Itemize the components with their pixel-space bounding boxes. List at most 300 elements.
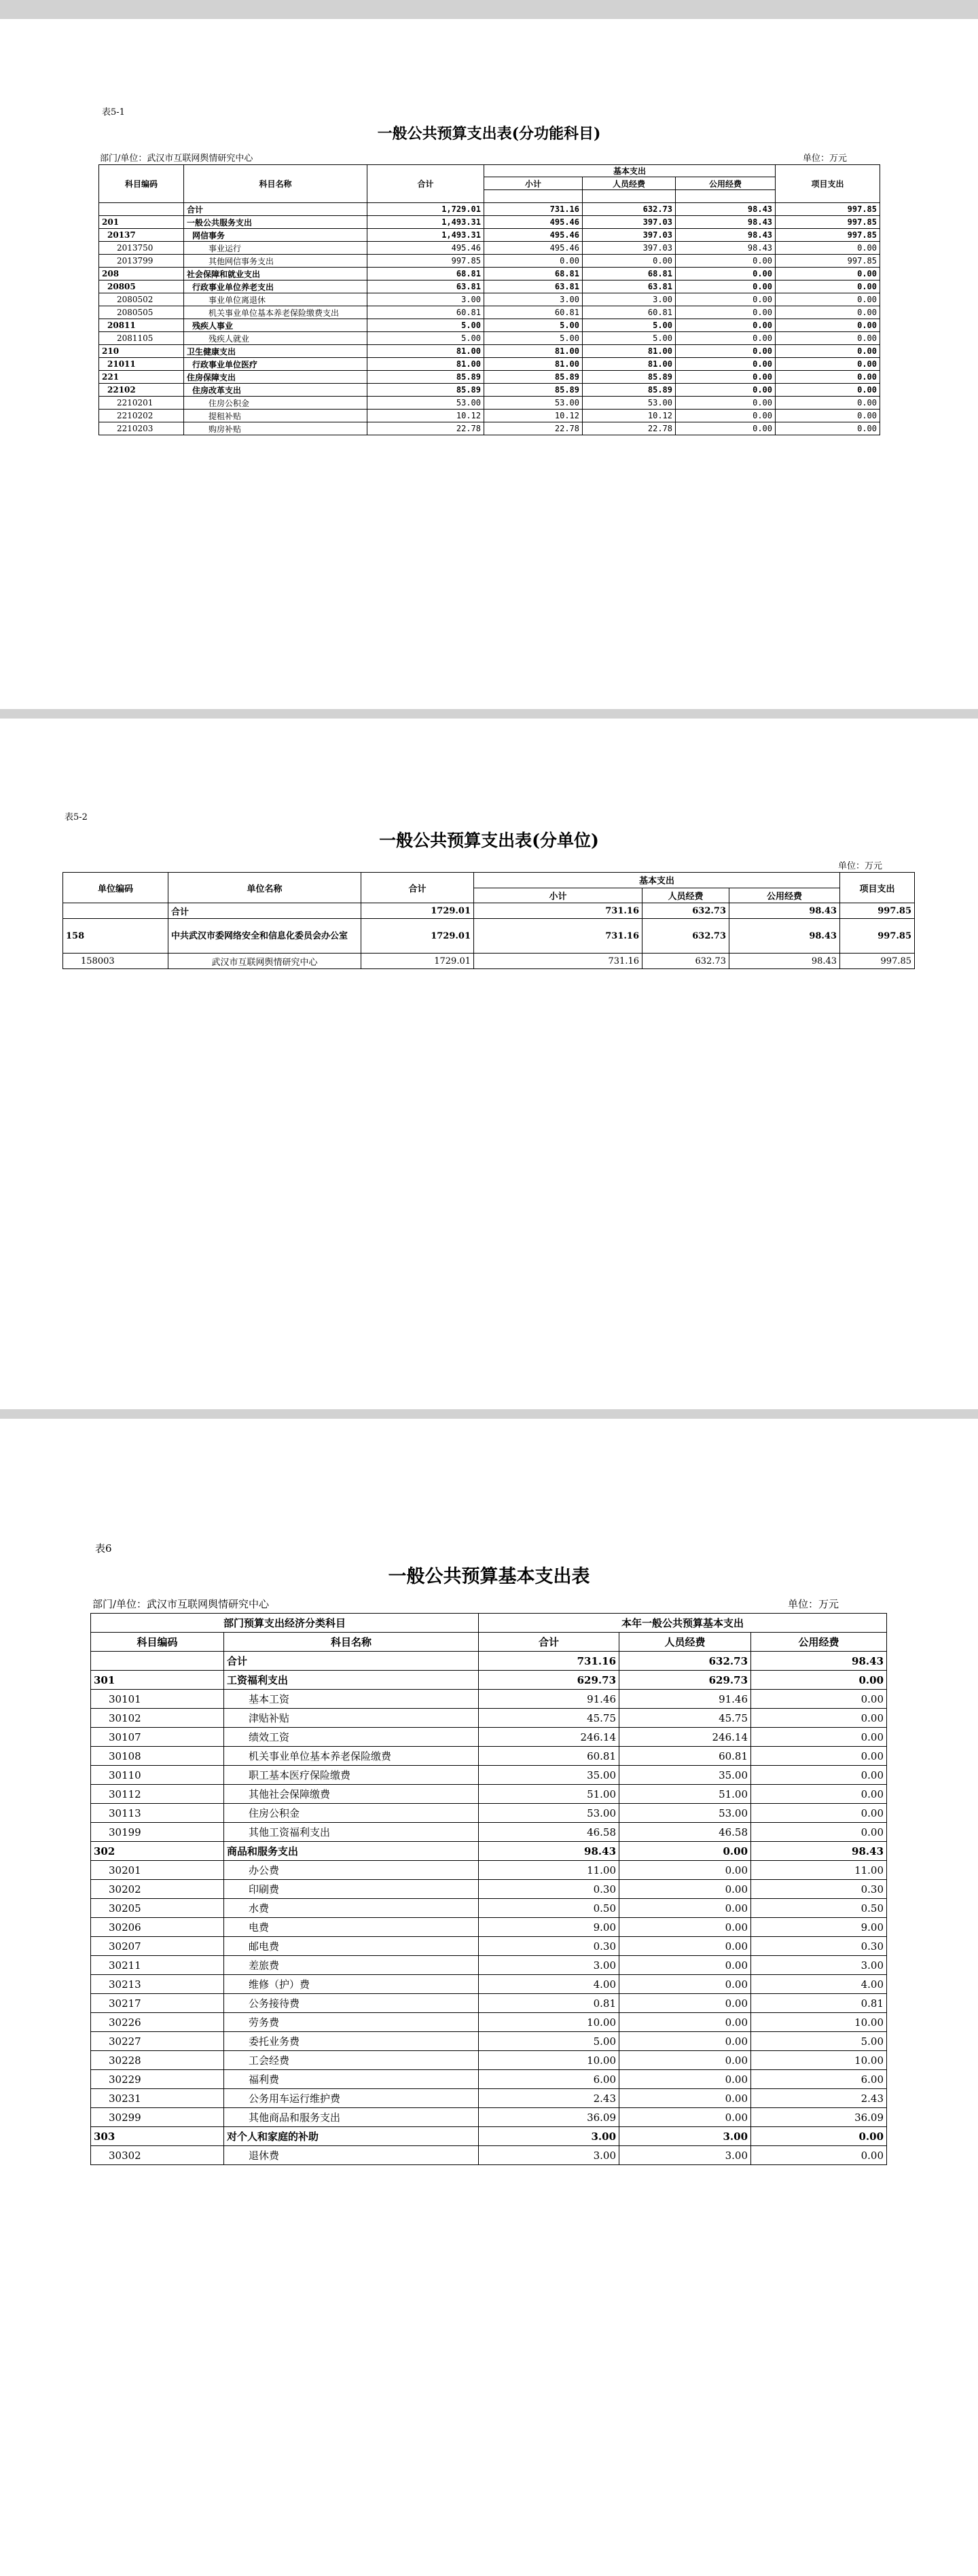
cell-personnel: 632.73 <box>642 919 729 954</box>
cell-total: 1,729.01 <box>367 203 484 216</box>
cell-personnel: 0.00 <box>619 1861 751 1880</box>
cell-project: 997.85 <box>776 216 880 229</box>
table-row <box>91 2051 887 2070</box>
cell-total: 60.81 <box>367 306 484 319</box>
cell-public: 0.00 <box>751 2146 887 2165</box>
cell-project: 997.85 <box>776 255 880 268</box>
table-row <box>99 268 880 280</box>
department-label: 部门/单位：武汉市互联网舆情研究中心 <box>92 1598 270 1610</box>
cell-personnel: 85.89 <box>583 371 676 384</box>
table-row <box>91 2108 887 2127</box>
cell-personnel: 0.00 <box>619 2051 751 2070</box>
cell-code: 30112 <box>91 1785 224 1804</box>
table-row <box>91 2089 887 2108</box>
cell-total: 53.00 <box>367 397 484 410</box>
cell-total: 629.73 <box>479 1671 619 1690</box>
table-tag: 表6 <box>95 1542 112 1555</box>
cell-project: 0.00 <box>776 293 880 306</box>
cell-total: 3.00 <box>479 2127 619 2146</box>
cell-project: 0.00 <box>776 422 880 435</box>
cell-total: 60.81 <box>479 1747 619 1766</box>
header-project: 项目支出 <box>776 165 880 203</box>
table-row <box>91 1994 887 2013</box>
cell-name: 委托业务费 <box>224 2032 479 2051</box>
cell-subtotal: 731.16 <box>474 903 642 919</box>
cell-public: 36.09 <box>751 2108 887 2127</box>
cell-total: 1,493.31 <box>367 229 484 242</box>
cell-personnel: 0.00 <box>619 2070 751 2089</box>
cell-code: 303 <box>91 2127 224 2146</box>
header-public: 公用经费 <box>751 1633 887 1652</box>
cell-total: 246.14 <box>479 1728 619 1747</box>
cell-personnel: 81.00 <box>583 345 676 358</box>
cell-personnel: 0.00 <box>583 255 676 268</box>
table-row <box>99 293 880 306</box>
page-separator <box>0 709 978 719</box>
cell-total: 6.00 <box>479 2070 619 2089</box>
cell-project: 0.00 <box>776 397 880 410</box>
cell-total: 997.85 <box>367 255 484 268</box>
cell-code: 30211 <box>91 1956 224 1975</box>
cell-total: 495.46 <box>367 242 484 255</box>
cell-total: 85.89 <box>367 384 484 397</box>
cell-total: 3.00 <box>479 2146 619 2165</box>
cell-public: 98.43 <box>676 216 776 229</box>
cell-total: 3.00 <box>367 293 484 306</box>
cell-public: 0.00 <box>676 371 776 384</box>
cell-name: 工资福利支出 <box>224 1671 479 1690</box>
table-row <box>91 1880 887 1899</box>
cell-personnel: 632.73 <box>583 203 676 216</box>
header-total: 合计 <box>479 1633 619 1652</box>
cell-personnel: 68.81 <box>583 268 676 280</box>
table-row <box>99 216 880 229</box>
page-title: 一般公共预算基本支出表 <box>388 1566 590 1587</box>
cell-code: 30102 <box>91 1709 224 1728</box>
cell-total: 1,493.31 <box>367 216 484 229</box>
cell-code: 30202 <box>91 1880 224 1899</box>
cell-total: 0.30 <box>479 1880 619 1899</box>
table-row <box>99 242 880 255</box>
cell-total: 68.81 <box>367 268 484 280</box>
cell-personnel: 0.00 <box>619 1937 751 1956</box>
header-name: 单位名称 <box>168 873 361 903</box>
table-row <box>63 919 915 954</box>
department-label: 部门/单位：武汉市互联网舆情研究中心 <box>100 153 253 164</box>
cell-name: 合计 <box>224 1652 479 1671</box>
cell-public: 98.43 <box>729 919 840 954</box>
header-personnel: 人员经费 <box>619 1633 751 1652</box>
header-subtotal: 小计 <box>474 888 642 903</box>
cell-name: 机关事业单位基本养老保险缴费 <box>224 1747 479 1766</box>
cell-personnel: 45.75 <box>619 1709 751 1728</box>
cell-public: 98.43 <box>676 203 776 216</box>
cell-code: 30207 <box>91 1937 224 1956</box>
cell-project: 0.00 <box>776 268 880 280</box>
cell-project: 0.00 <box>776 410 880 422</box>
cell-public: 98.43 <box>751 1652 887 1671</box>
table-row <box>99 332 880 345</box>
cell-public: 0.00 <box>676 255 776 268</box>
cell-subtotal: 495.46 <box>484 242 583 255</box>
cell-code: 158 <box>63 919 168 954</box>
cell-name: 退休费 <box>224 2146 479 2165</box>
cell-subtotal: 0.00 <box>484 255 583 268</box>
cell-public: 0.00 <box>751 1804 887 1823</box>
cell-project: 0.00 <box>776 358 880 371</box>
cell-code: 30110 <box>91 1766 224 1785</box>
header-code: 单位编码 <box>63 873 168 903</box>
cell-personnel: 0.00 <box>619 1918 751 1937</box>
cell-total: 1729.01 <box>361 903 474 919</box>
cell-public: 2.43 <box>751 2089 887 2108</box>
header-code: 科目编码 <box>99 165 184 203</box>
cell-public: 0.00 <box>751 2127 887 2146</box>
cell-personnel: 0.00 <box>619 1956 751 1975</box>
cell-total: 91.46 <box>479 1690 619 1709</box>
header-name: 科目名称 <box>224 1633 479 1652</box>
cell-total: 9.00 <box>479 1918 619 1937</box>
table-row <box>91 2146 887 2165</box>
cell-name: 提租补贴 <box>184 410 367 422</box>
cell-total: 98.43 <box>479 1842 619 1861</box>
cell-subtotal: 68.81 <box>484 268 583 280</box>
cell-code: 2013799 <box>99 255 184 268</box>
cell-name: 绩效工资 <box>224 1728 479 1747</box>
cell-subtotal: 22.78 <box>484 422 583 435</box>
cell-project: 0.00 <box>776 332 880 345</box>
table-row <box>91 1728 887 1747</box>
cell-public: 4.00 <box>751 1975 887 1994</box>
table-row <box>91 2127 887 2146</box>
cell-public: 98.43 <box>729 954 840 969</box>
header-personnel: 人员经费 <box>583 177 676 190</box>
cell-public: 0.00 <box>751 1728 887 1747</box>
cell-name: 残疾人就业 <box>184 332 367 345</box>
cell-name: 购房补贴 <box>184 422 367 435</box>
cell-name: 职工基本医疗保险缴费 <box>224 1766 479 1785</box>
table-row <box>91 1785 887 1804</box>
cell-project: 0.00 <box>776 371 880 384</box>
cell-personnel: 0.00 <box>619 2013 751 2032</box>
cell-code: 302 <box>91 1842 224 1861</box>
cell-total: 35.00 <box>479 1766 619 1785</box>
cell-subtotal: 63.81 <box>484 280 583 293</box>
page-title: 一般公共预算支出表(分单位) <box>379 831 599 850</box>
cell-public: 0.00 <box>751 1823 887 1842</box>
cell-public: 0.00 <box>751 1785 887 1804</box>
table-row <box>63 903 915 919</box>
table-row <box>91 1918 887 1937</box>
cell-personnel: 51.00 <box>619 1785 751 1804</box>
cell-public: 0.00 <box>676 319 776 332</box>
cell-name: 劳务费 <box>224 2013 479 2032</box>
cell-total: 53.00 <box>479 1804 619 1823</box>
cell-public: 6.00 <box>751 2070 887 2089</box>
header-public: 公用经费 <box>676 177 776 190</box>
cell-personnel: 53.00 <box>583 397 676 410</box>
cell-personnel: 10.12 <box>583 410 676 422</box>
cell-personnel: 5.00 <box>583 319 676 332</box>
table-tag: 表5-1 <box>102 107 125 117</box>
cell-public: 11.00 <box>751 1861 887 1880</box>
header-project: 项目支出 <box>840 873 915 903</box>
table-row <box>99 280 880 293</box>
cell-personnel: 5.00 <box>583 332 676 345</box>
table-row <box>99 229 880 242</box>
table-row <box>91 1823 887 1842</box>
cell-code: 22102 <box>99 384 184 397</box>
cell-name: 合计 <box>168 903 361 919</box>
cell-name: 行政事业单位养老支出 <box>184 280 367 293</box>
cell-code: 201 <box>99 216 184 229</box>
cell-total: 2.43 <box>479 2089 619 2108</box>
cell-project: 0.00 <box>776 306 880 319</box>
cell-name: 事业运行 <box>184 242 367 255</box>
cell-personnel: 3.00 <box>619 2146 751 2165</box>
cell-subtotal: 731.16 <box>474 919 642 954</box>
cell-name: 住房改革支出 <box>184 384 367 397</box>
cell-name: 邮电费 <box>224 1937 479 1956</box>
cell-personnel: 397.03 <box>583 229 676 242</box>
cell-name: 电费 <box>224 1918 479 1937</box>
table-row <box>91 1861 887 1880</box>
cell-code: 30227 <box>91 2032 224 2051</box>
cell-code: 221 <box>99 371 184 384</box>
table-row <box>91 1671 887 1690</box>
cell-code <box>99 203 184 216</box>
cell-code: 20137 <box>99 229 184 242</box>
table-row <box>99 255 880 268</box>
cell-public: 0.00 <box>751 1709 887 1728</box>
cell-code: 30113 <box>91 1804 224 1823</box>
table-row <box>91 1937 887 1956</box>
cell-total: 4.00 <box>479 1975 619 1994</box>
table-row <box>91 2070 887 2089</box>
cell-name: 卫生健康支出 <box>184 345 367 358</box>
cell-name: 住房公积金 <box>184 397 367 410</box>
cell-code: 2210203 <box>99 422 184 435</box>
cell-public: 98.43 <box>676 229 776 242</box>
cell-code: 208 <box>99 268 184 280</box>
unit-label: 单位：万元 <box>838 861 883 871</box>
cell-name: 基本工资 <box>224 1690 479 1709</box>
cell-total: 1729.01 <box>361 919 474 954</box>
cell-personnel: 22.78 <box>583 422 676 435</box>
cell-public: 0.00 <box>676 332 776 345</box>
cell-total: 45.75 <box>479 1709 619 1728</box>
cell-name: 工会经费 <box>224 2051 479 2070</box>
cell-public: 3.00 <box>751 1956 887 1975</box>
cell-code: 158003 <box>63 954 168 969</box>
cell-name: 住房保障支出 <box>184 371 367 384</box>
cell-public: 0.50 <box>751 1899 887 1918</box>
page-separator <box>0 1409 978 1419</box>
cell-code: 30226 <box>91 2013 224 2032</box>
cell-total: 51.00 <box>479 1785 619 1804</box>
table-row <box>91 1690 887 1709</box>
cell-personnel: 0.00 <box>619 2108 751 2127</box>
cell-code <box>63 903 168 919</box>
cell-name: 其他商品和服务支出 <box>224 2108 479 2127</box>
header-group-basic: 本年一般公共预算基本支出 <box>479 1614 887 1633</box>
cell-project: 997.85 <box>840 954 915 969</box>
cell-public: 0.00 <box>676 397 776 410</box>
table-row <box>99 422 880 435</box>
cell-total: 731.16 <box>479 1652 619 1671</box>
table-row <box>91 1709 887 1728</box>
budget-table-by-function <box>98 164 880 435</box>
cell-personnel: 0.00 <box>619 1994 751 2013</box>
cell-public: 10.00 <box>751 2051 887 2070</box>
cell-public: 0.00 <box>676 293 776 306</box>
cell-public: 0.00 <box>676 268 776 280</box>
cell-name: 住房公积金 <box>224 1804 479 1823</box>
cell-project: 997.85 <box>776 229 880 242</box>
cell-personnel: 46.58 <box>619 1823 751 1842</box>
cell-personnel: 60.81 <box>619 1747 751 1766</box>
unit-label: 单位：万元 <box>788 1598 839 1610</box>
table-row <box>91 1975 887 1994</box>
cell-name: 网信事务 <box>184 229 367 242</box>
cell-subtotal: 81.00 <box>484 358 583 371</box>
budget-table-by-unit <box>62 872 915 969</box>
cell-personnel: 0.00 <box>619 1842 751 1861</box>
page-table-5-2 <box>0 719 978 1409</box>
cell-name: 差旅费 <box>224 1956 479 1975</box>
cell-project: 0.00 <box>776 384 880 397</box>
table-row <box>91 1747 887 1766</box>
cell-personnel: 632.73 <box>642 954 729 969</box>
cell-project: 0.00 <box>776 319 880 332</box>
cell-code: 301 <box>91 1671 224 1690</box>
cell-subtotal: 495.46 <box>484 229 583 242</box>
cell-personnel: 397.03 <box>583 242 676 255</box>
cell-personnel: 629.73 <box>619 1671 751 1690</box>
cell-total: 0.30 <box>479 1937 619 1956</box>
cell-public: 0.30 <box>751 1880 887 1899</box>
header-subtotal: 小计 <box>484 177 583 190</box>
cell-subtotal: 3.00 <box>484 293 583 306</box>
cell-code: 2081105 <box>99 332 184 345</box>
cell-total: 5.00 <box>367 319 484 332</box>
cell-name: 对个人和家庭的补助 <box>224 2127 479 2146</box>
cell-personnel: 0.00 <box>619 2089 751 2108</box>
cell-name: 机关事业单位基本养老保险缴费支出 <box>184 306 367 319</box>
cell-personnel: 35.00 <box>619 1766 751 1785</box>
cell-code: 2013750 <box>99 242 184 255</box>
page-table-6 <box>0 1419 978 2576</box>
cell-public: 0.00 <box>676 358 776 371</box>
page-title: 一般公共预算支出表(分功能科目) <box>377 125 601 143</box>
cell-code: 2080505 <box>99 306 184 319</box>
cell-public: 98.43 <box>751 1842 887 1861</box>
cell-total: 10.00 <box>479 2013 619 2032</box>
cell-code: 30228 <box>91 2051 224 2070</box>
cell-total: 5.00 <box>367 332 484 345</box>
cell-public: 0.81 <box>751 1994 887 2013</box>
table-row <box>91 1766 887 1785</box>
cell-subtotal: 5.00 <box>484 319 583 332</box>
cell-public: 0.00 <box>751 1671 887 1690</box>
cell-personnel: 53.00 <box>619 1804 751 1823</box>
cell-name: 印刷费 <box>224 1880 479 1899</box>
cell-project: 0.00 <box>776 345 880 358</box>
cell-total: 22.78 <box>367 422 484 435</box>
cell-subtotal: 85.89 <box>484 371 583 384</box>
table-row <box>91 1956 887 1975</box>
cell-code: 2210201 <box>99 397 184 410</box>
cell-total: 1729.01 <box>361 954 474 969</box>
cell-public: 0.30 <box>751 1937 887 1956</box>
table-row <box>91 2032 887 2051</box>
cell-name: 中共武汉市委网络安全和信息化委员会办公室 <box>168 919 361 954</box>
header-basic: 基本支出 <box>474 873 840 888</box>
cell-name: 公务接待费 <box>224 1994 479 2013</box>
table-row <box>99 345 880 358</box>
cell-code: 30205 <box>91 1899 224 1918</box>
cell-personnel: 0.00 <box>619 1880 751 1899</box>
cell-name: 维修（护）费 <box>224 1975 479 1994</box>
cell-personnel: 81.00 <box>583 358 676 371</box>
cell-subtotal: 85.89 <box>484 384 583 397</box>
header-total: 合计 <box>361 873 474 903</box>
cell-project: 997.85 <box>840 919 915 954</box>
cell-subtotal: 60.81 <box>484 306 583 319</box>
cell-name: 其他工资福利支出 <box>224 1823 479 1842</box>
cell-public: 0.00 <box>751 1690 887 1709</box>
table-row <box>99 410 880 422</box>
cell-public: 0.00 <box>676 280 776 293</box>
table-row <box>99 203 880 216</box>
table-row <box>99 358 880 371</box>
cell-code: 2210202 <box>99 410 184 422</box>
cell-public: 0.00 <box>676 384 776 397</box>
table-row <box>99 384 880 397</box>
cell-name: 事业单位离退休 <box>184 293 367 306</box>
cell-project: 0.00 <box>776 280 880 293</box>
table-row <box>91 1842 887 1861</box>
cell-total: 46.58 <box>479 1823 619 1842</box>
cell-total: 11.00 <box>479 1861 619 1880</box>
cell-personnel: 63.81 <box>583 280 676 293</box>
cell-name: 其他网信事务支出 <box>184 255 367 268</box>
cell-public: 0.00 <box>751 1747 887 1766</box>
cell-personnel: 3.00 <box>619 2127 751 2146</box>
header-total: 合计 <box>367 165 484 203</box>
cell-personnel: 3.00 <box>583 293 676 306</box>
cell-public: 5.00 <box>751 2032 887 2051</box>
cell-subtotal: 731.16 <box>484 203 583 216</box>
cell-public: 9.00 <box>751 1918 887 1937</box>
cell-public: 10.00 <box>751 2013 887 2032</box>
page-table-5-1 <box>0 19 978 709</box>
page-separator <box>0 0 978 19</box>
cell-total: 63.81 <box>367 280 484 293</box>
table-row <box>91 1899 887 1918</box>
table-row <box>99 319 880 332</box>
cell-code: 30231 <box>91 2089 224 2108</box>
cell-total: 81.00 <box>367 358 484 371</box>
cell-total: 5.00 <box>479 2032 619 2051</box>
cell-public: 0.00 <box>676 306 776 319</box>
table-row <box>99 397 880 410</box>
cell-personnel: 91.46 <box>619 1690 751 1709</box>
cell-total: 10.12 <box>367 410 484 422</box>
cell-name: 商品和服务支出 <box>224 1842 479 1861</box>
cell-public: 98.43 <box>676 242 776 255</box>
header-basic: 基本支出 <box>484 165 776 177</box>
